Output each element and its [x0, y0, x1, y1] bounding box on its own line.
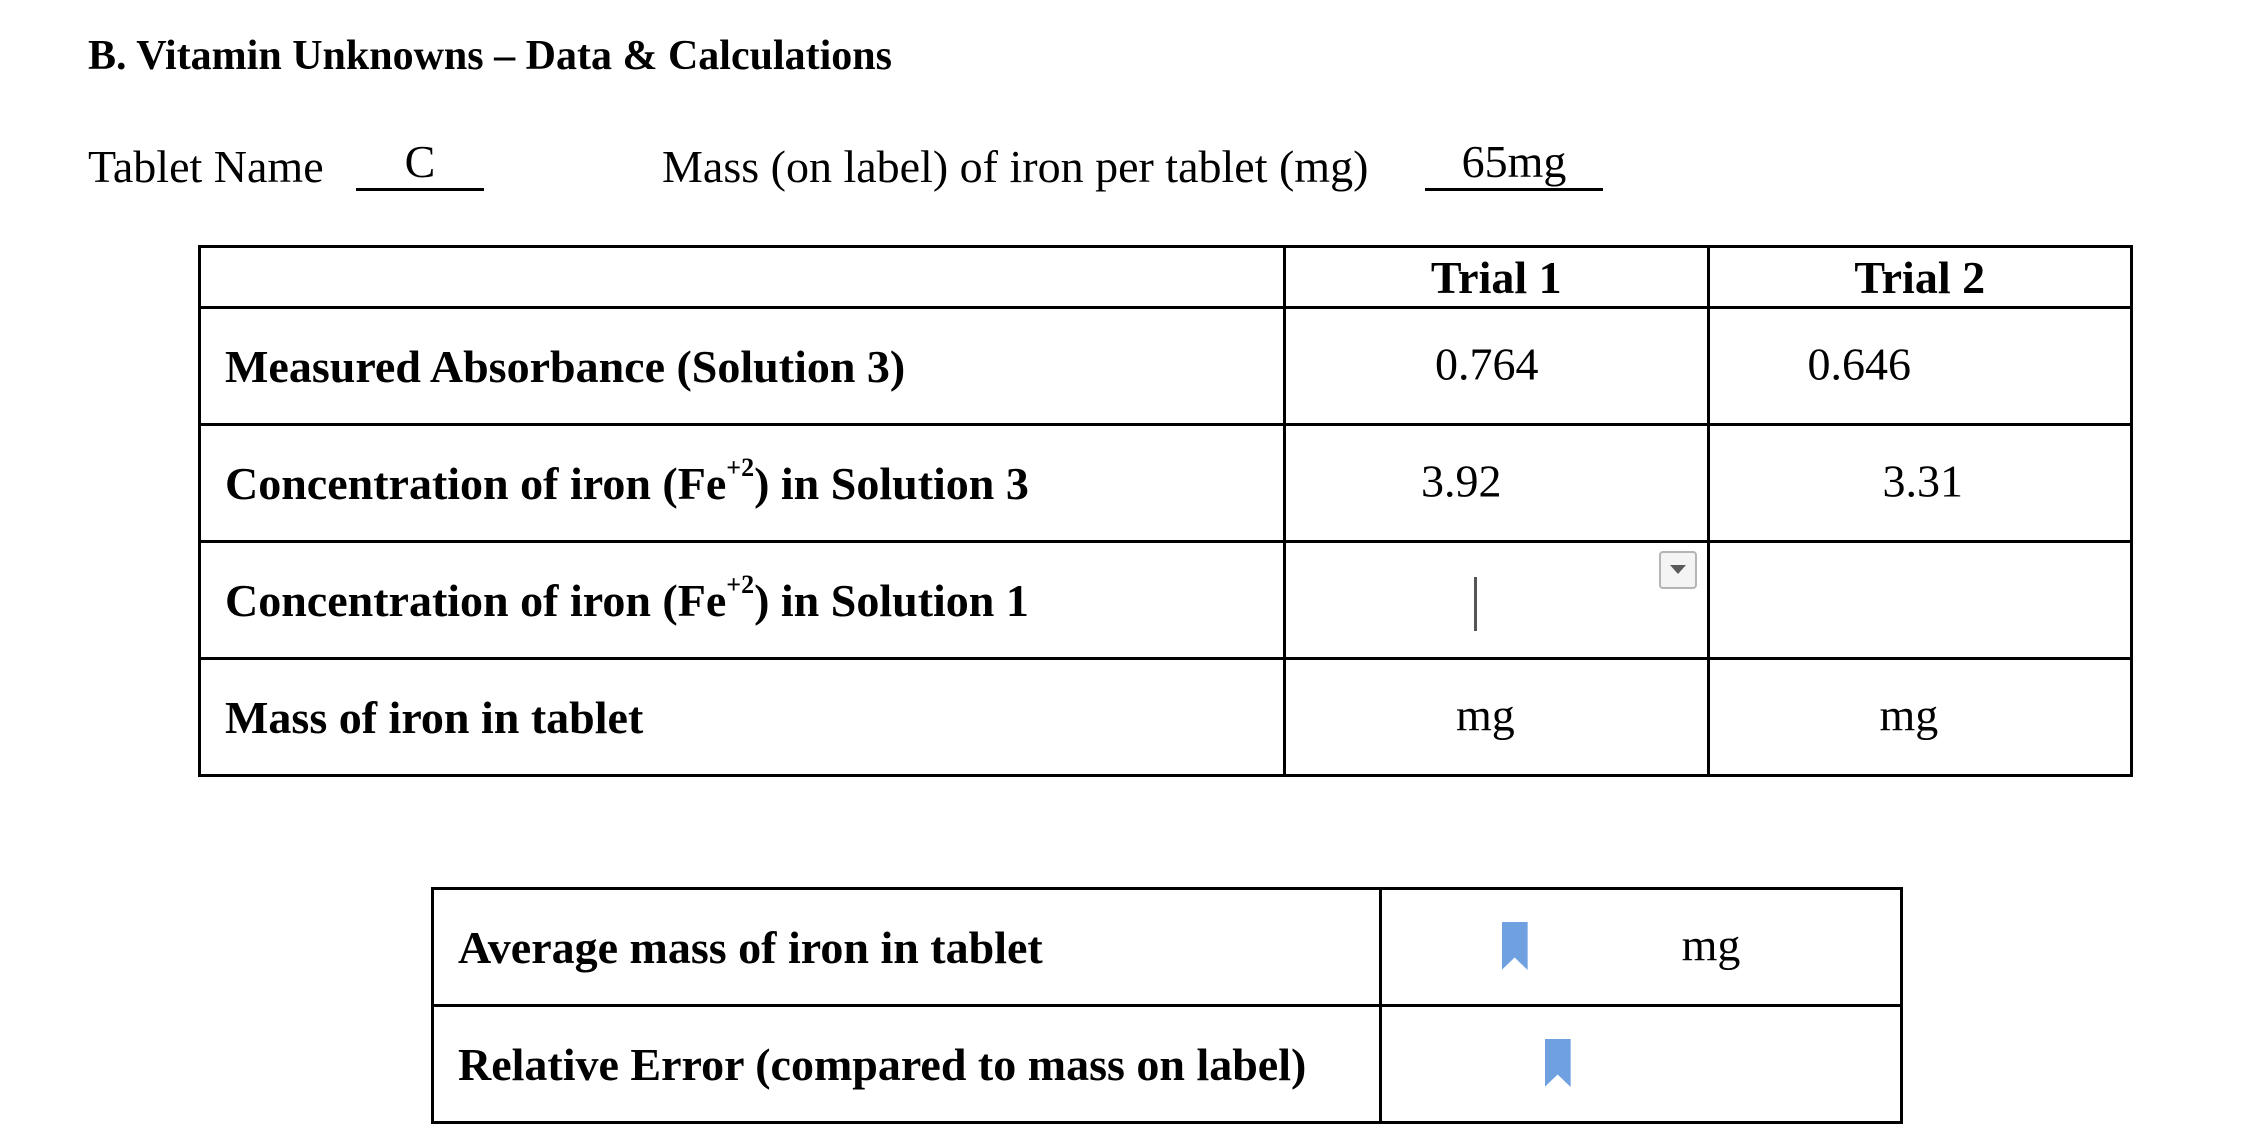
table-row	[433, 1006, 1902, 1123]
table-row	[200, 659, 2132, 776]
bookmark-icon[interactable]	[1502, 922, 1528, 970]
tablet-name-field[interactable]	[356, 136, 484, 191]
mass-field[interactable]	[1425, 136, 1603, 191]
table-row	[200, 425, 2132, 542]
summary-table	[431, 887, 1903, 1124]
label-text: ) in Solution 3	[754, 457, 1029, 509]
cell-trial2-conc-solution3[interactable]	[1708, 425, 2132, 542]
data-table	[198, 245, 2133, 777]
label-superscript: +2	[726, 569, 755, 599]
text-cursor	[1474, 577, 1477, 631]
header-blank-cell[interactable]	[200, 247, 1285, 308]
unit-trial1-mass: mg	[1456, 689, 1515, 741]
chevron-down-icon[interactable]	[1659, 551, 1697, 589]
section-title: B. Vitamin Unknowns – Data & Calculations	[88, 33, 892, 79]
unit-trial2-mass: mg	[1879, 689, 1939, 741]
table-row	[200, 308, 2132, 425]
label-superscript: +2	[726, 452, 755, 482]
row-label-conc-solution1[interactable]	[200, 542, 1285, 659]
table-row	[200, 542, 2132, 659]
cell-trial1-conc-solution1[interactable]	[1285, 542, 1708, 659]
cell-trial2-conc-solution1[interactable]	[1708, 542, 2132, 659]
value-trial1-conc-solution3: 3.92	[1421, 455, 1502, 507]
cell-trial1-conc-solution3[interactable]	[1285, 425, 1708, 542]
value-trial1-absorbance: 0.764	[1435, 338, 1539, 390]
mass-value: 65mg	[1461, 136, 1567, 187]
tablet-name-value: C	[404, 136, 436, 187]
row-label-conc-solution3[interactable]	[200, 425, 1285, 542]
value-trial2-absorbance: 0.646	[1807, 338, 1911, 390]
bookmark-icon[interactable]	[1545, 1039, 1571, 1087]
cell-average-mass[interactable]	[1380, 889, 1901, 1006]
tablet-name-label: Tablet Name	[88, 141, 324, 192]
row-label-absorbance[interactable]: Measured Absorbance (Solution 3)	[200, 308, 1285, 425]
row-label-relative-error[interactable]: Relative Error (compared to mass on label)	[433, 1006, 1381, 1123]
label-text: Concentration of iron (Fe	[225, 457, 727, 509]
table-row	[433, 889, 1902, 1006]
cell-trial2-absorbance[interactable]	[1708, 308, 2132, 425]
mass-label: Mass (on label) of iron per tablet (mg)	[662, 141, 1369, 192]
cell-trial2-mass[interactable]	[1708, 659, 2132, 776]
table-header-row	[200, 247, 2132, 308]
header-trial-2[interactable]: Trial 2	[1708, 247, 2132, 308]
unit-average-mass: mg	[1681, 919, 1741, 971]
value-trial2-conc-solution3: 3.31	[1882, 455, 1963, 507]
cell-relative-error[interactable]	[1380, 1006, 1901, 1123]
row-label-average-mass[interactable]: Average mass of iron in tablet	[433, 889, 1381, 1006]
cell-trial1-mass[interactable]	[1285, 659, 1708, 776]
label-text: ) in Solution 1	[754, 574, 1029, 626]
header-trial-1[interactable]: Trial 1	[1285, 247, 1708, 308]
row-label-mass[interactable]: Mass of iron in tablet	[200, 659, 1285, 776]
cell-trial1-absorbance[interactable]	[1285, 308, 1708, 425]
label-text: Concentration of iron (Fe	[225, 574, 727, 626]
